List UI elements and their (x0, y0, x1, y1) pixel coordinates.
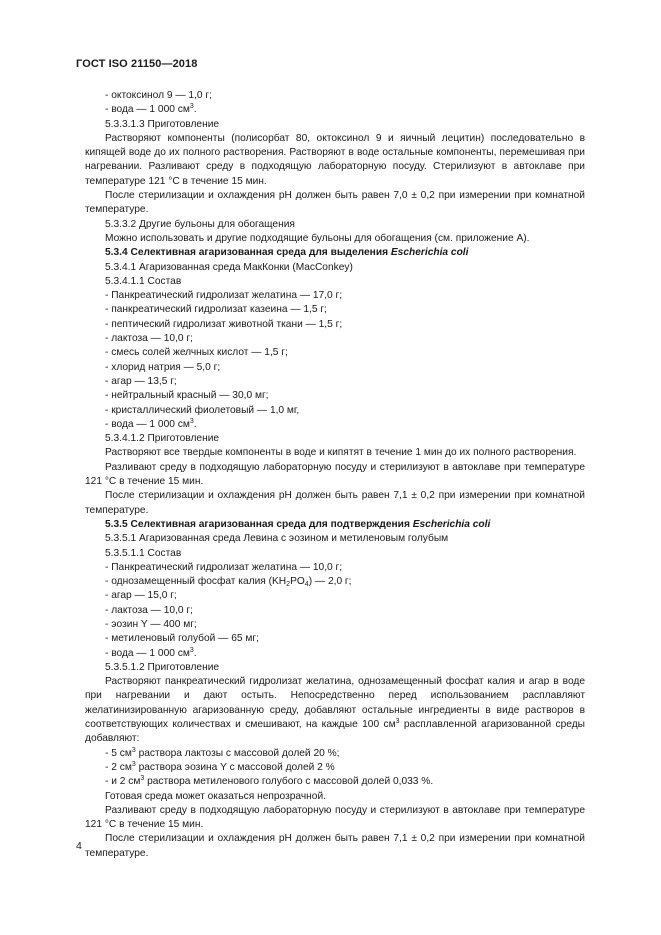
paragraph: Растворяют все твердые компоненты в воде и кипятят в течение 1 мин до их полного растворения. (105, 447, 577, 459)
subsection-heading: 5.3.4.1 Агаризованная среда МакКонки (MacConkey) (105, 261, 353, 273)
subsection-heading: 5.3.3.2 Другие бульоны для обогащения (105, 218, 295, 230)
list-item: - и 2 $см^3$ раствора метиленового голубого с массовой долей 0,033 %. (105, 775, 434, 788)
paragraph: Можно использовать и другие подходящие бульоны для обогащения (см. приложение А). (105, 232, 530, 244)
paragraph: Разливают среду в подходящую лабораторную посуду и стерилизуют в автоклаве при температуре 121 °С в течение 15 мин. (85, 804, 585, 831)
list-item: - вода — 1 000 $см^3$. (105, 646, 197, 659)
list-item: - октоксинол 9 — 1,0 г; (105, 90, 212, 101)
list-item: - агар — 15,0 г; (105, 590, 177, 602)
section-heading: 5.3.4 Селективная агаризованная среда для выделения Escherichia coli (105, 247, 469, 259)
document-body (85, 89, 585, 861)
list-item: - 5 $см^3$ раствора лактозы с массовой долей 20 %; (105, 746, 340, 759)
paragraph: После стерилизации и охлаждения pH должен быть равен 7,1 ± 0,2 при измерении при комнатной температуре. (85, 833, 585, 859)
subsection-heading: 5.3.4.1.1 Состав (105, 275, 182, 287)
paragraph: Разливают среду в подходящую лабораторную посуду и стерилизуют в автоклаве при температуре 121 °С в течение 15 мин. (85, 461, 585, 488)
subsection-heading: 5.3.5.1 Агаризованная среда Левина с эозином и метиленовым голубым (105, 533, 449, 545)
list-item: - эозин Y — 400 мг; (105, 618, 197, 630)
section-heading: 5.3.5 Селективная агаризованная среда для подтверждения Escherichia coli (105, 518, 491, 530)
paragraph: После стерилизации и охлаждения pH должен быть равен 7,0 ± 0,2 при измерении при комнатной температуре. (85, 190, 585, 216)
paragraph: Растворяют панкреатический гидролизат желатина, однозамещенный фосфат калия и агар в воде при нагревании и дают остыть. Непосредственно перед использованием расплавляют желатинизированную агаризованную среду, добавляют остальные ингредиенты в виде растворов в соответствующих количествах и смешивают, на каждые 100 $см^3$ расплавленной агаризованной среды добавляют: (85, 676, 585, 745)
list-item: - Панкреатический гидролизат желатина — 17,0 г; (105, 290, 343, 302)
subsection-heading: 5.3.3.1.3 Приготовление (105, 118, 220, 130)
list-item: - хлорид натрия — 5,0 г; (105, 361, 221, 373)
list-item: - нейтральный красный — 30,0 мг; (105, 390, 269, 402)
document-header: ГОСТ ISO 21150—2018 (76, 58, 198, 70)
paragraph: Готовая среда может оказаться непрозрачной. (105, 790, 326, 802)
subsection-heading: 5.3.4.1.2 Приготовление (105, 433, 220, 445)
list-item: - смесь солей желчных кислот — 1,5 г; (105, 347, 288, 359)
subsection-heading: 5.3.5.1.2 Приготовление (105, 661, 220, 673)
list-item: - однозамещенный фосфат калия $(KH_2PO_4)$ — 2,0 г; (105, 576, 352, 589)
subsection-heading: 5.3.5.1.1 Состав (105, 547, 182, 559)
list-item: - агар — 13,5 г; (105, 375, 177, 387)
list-item: - вода — 1 000 $см^3$. (105, 103, 197, 116)
paragraph: После стерилизации и охлаждения pH должен быть равен 7,1 ± 0,2 при измерении при комнатной температуре. (85, 490, 585, 516)
list-item: - кристаллический фиолетовый — 1,0 мг, (105, 404, 300, 416)
list-item: - пептический гидролизат животной ткани — 1,5 г; (105, 318, 343, 330)
page-number: 4 (76, 840, 82, 852)
list-item: - лактоза — 10,0 г; (105, 604, 193, 616)
list-item: - панкреатический гидролизат казеина — 1,5 г; (105, 304, 327, 316)
list-item: - лактоза — 10,0 г; (105, 333, 193, 345)
list-item: - метиленовый голубой — 65 мг; (105, 633, 259, 645)
list-item: - вода — 1 000 $см^3$. (105, 417, 197, 430)
list-item: - Панкреатический гидролизат желатина — 10,0 г; (105, 561, 343, 573)
paragraph: Растворяют компоненты (полисорбат 80, октоксинол 9 и яичный лецитин) последовательно в кипящей воде до их полного растворения. Растворяют в воде остальные компоненты, перемешивая при нагревании. Разливают среду в подходящую лабораторную посуду. Стерилизуют в автоклаве при температуре 121 °С в течение 15 мин. (85, 132, 585, 187)
list-item: - 2 $см^3$ раствора эозина Y с массовой долей 2 % (105, 760, 335, 773)
